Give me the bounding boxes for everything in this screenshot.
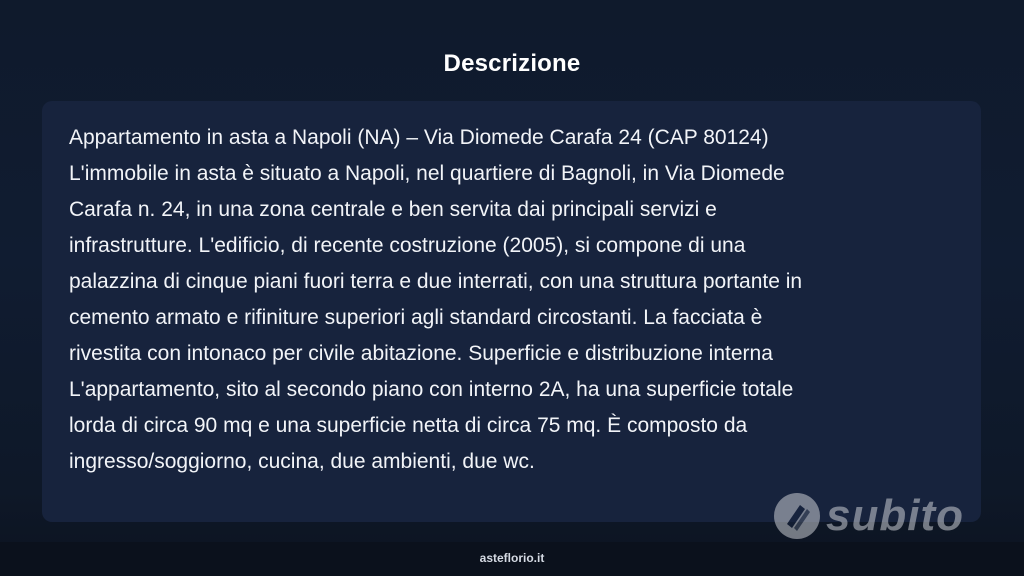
- subito-watermark-text: subito: [826, 491, 964, 540]
- subito-logo-icon: [772, 491, 822, 541]
- subito-watermark: [772, 489, 982, 543]
- page-title: Descrizione: [443, 50, 581, 77]
- description-text: Appartamento in asta a Napoli (NA) – Via Diomede Carafa 24 (CAP 80124) L'immobile in asta è situato a Napoli, nel quartiere di Bagnoli, in Via Diomede Carafa n. 24, in una zona centrale e ben servita dai principali servizi e infrastrutture. L'edificio, di recente costruzione (2005), si compone di una palazzina di cinque piani fuori terra e due interrati, con una struttura portante in cemento armato e rifiniture superiori agli standard circostanti. La facciata è rivestita con intonaco per civile abitazione. Superficie e distribuzione interna L'appartamento, sito al secondo piano con interno 2A, ha una superficie totale lorda di circa 90 mq e una superficie netta di circa 75 mq. È composto da ingresso/soggiorno, cucina, due ambienti, due wc.: [69, 126, 803, 473]
- footer-source: asteflorio.it: [479, 551, 545, 565]
- description-card: [42, 101, 981, 522]
